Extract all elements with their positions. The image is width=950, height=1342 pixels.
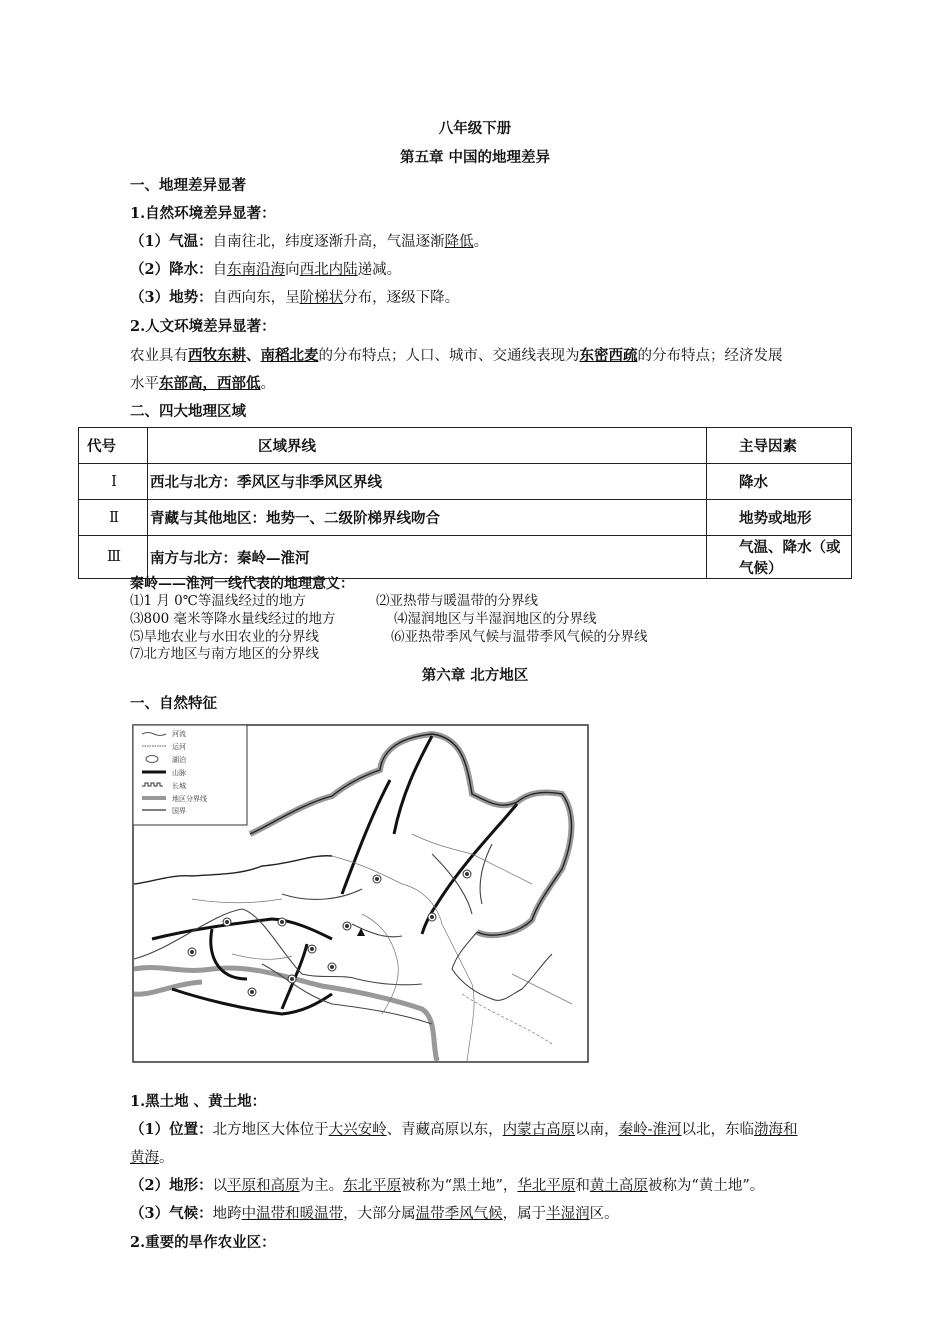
row-factor: 降水 xyxy=(707,464,852,500)
legend-label: 湖泊 xyxy=(172,756,186,764)
table-row xyxy=(79,500,852,536)
sec1-heading: 一、地理差异显著 xyxy=(130,177,246,194)
location-line1: （1）位置：北方地区大体位于大兴安岭、青藏高原以东，内蒙古高原以南，秦岭-淮河以北，东临渤海和 xyxy=(130,1121,798,1138)
qinling-item: ⑴1 月 0℃等温线经过的地方 xyxy=(130,593,306,609)
row-boundary: 西北与北方：季风区与非季风区界线 xyxy=(148,464,707,500)
qinling-item: ⑸旱地农业与水田农业的分界线 xyxy=(130,629,319,645)
climate-line: （3）气候：地跨中温带和暖温带，大部分属温带季风气候，属于半湿润区。 xyxy=(130,1205,619,1222)
header-factor: 主导因素 xyxy=(707,428,852,464)
table-row xyxy=(79,536,852,579)
qinling-item: ⑷湿润地区与半湿润地区的分界线 xyxy=(394,611,597,627)
qinling-item: ⑹亚热带季风气候与温带季风气候的分界线 xyxy=(391,629,648,645)
header-code: 代号 xyxy=(79,428,148,464)
chapter5-title: 第五章 中国的地理差异 xyxy=(399,149,551,166)
row-factor: 气温、降水（或气候） xyxy=(707,536,852,579)
qinling-item: ⑶800 毫米等降水量线经过的地方 xyxy=(130,611,336,627)
qinling-heading: 秦岭——淮河一线代表的地理意义： xyxy=(130,576,354,592)
header-boundary: 区域界线 xyxy=(148,428,707,464)
row-code: Ⅱ xyxy=(79,500,148,536)
legend-label: 国界 xyxy=(172,807,186,815)
row-boundary: 南方与北方：秦岭—淮河 xyxy=(148,536,707,579)
legend-label: 河流 xyxy=(172,730,186,738)
row-code: Ⅲ xyxy=(79,536,148,579)
legend-label: 长城 xyxy=(172,782,186,790)
regions-table xyxy=(78,427,852,579)
human-env-line2: 水平东部高，西部低。 xyxy=(130,375,275,392)
legend-label: 山脉 xyxy=(172,769,186,777)
chapter6-title: 第六章 北方地区 xyxy=(421,667,529,684)
terrain-line: （3）地势：自西向东，呈阶梯状分布，逐级下降。 xyxy=(130,289,460,306)
northern-region-map xyxy=(132,724,589,1063)
book-title: 八年级下册 xyxy=(438,120,512,137)
location-line2: 黄海。 xyxy=(130,1150,174,1166)
sec2-heading: 二、四大地理区域 xyxy=(130,403,246,420)
black-yellow-soil-heading: 1.黑土地 、黄土地： xyxy=(130,1093,267,1110)
row-code: Ⅰ xyxy=(79,464,148,500)
natural-env-heading: 1.自然环境差异显著： xyxy=(130,205,276,222)
qinling-item: ⑺北方地区与南方地区的分界线 xyxy=(130,646,319,662)
temperature-line: （1）气温：自南往北，纬度逐渐升高，气温逐渐降低。 xyxy=(130,233,489,250)
table-header-row xyxy=(79,428,852,464)
row-boundary: 青藏与其他地区：地势一、二级阶梯界线吻合 xyxy=(148,500,707,536)
human-env-line1: 农业具有西牧东耕、南稻北麦的分布特点；人口、城市、交通线表现为东密西疏的分布特点；经济发展 xyxy=(130,347,783,364)
legend-label: 地区分界线 xyxy=(172,795,207,803)
human-env-heading: 2.人文环境差异显著： xyxy=(130,318,276,335)
legend-label: 运河 xyxy=(172,743,186,751)
precipitation-line: （2）降水：自东南沿海向西北内陆递减。 xyxy=(130,261,402,278)
dry-farming-heading: 2.重要的旱作农业区： xyxy=(130,1234,276,1251)
row-factor: 地势或地形 xyxy=(707,500,852,536)
ch6-sec1-heading: 一、自然特征 xyxy=(130,695,217,712)
qinling-item: ⑵亚热带与暖温带的分界线 xyxy=(376,593,538,609)
landform-line: （2）地形：以平原和高原为主。东北平原被称为“黑土地”，华北平原和黄土高原被称为“黄土地”。 xyxy=(130,1177,765,1194)
table-row xyxy=(79,464,852,500)
